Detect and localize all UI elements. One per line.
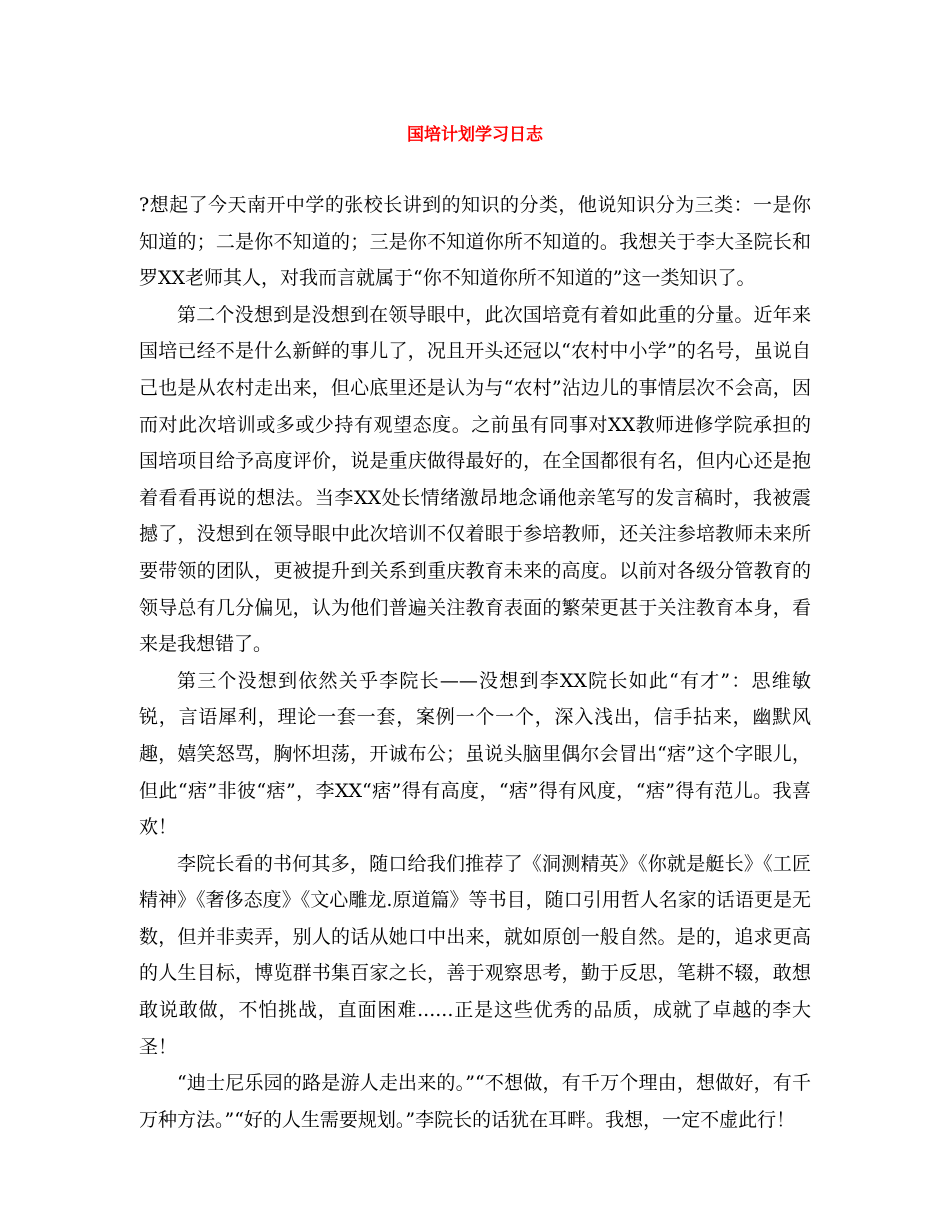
- paragraph-5: “迪士尼乐园的路是游人走出来的。”“不想做，有千万个理由，想做好，有千万种方法。”“好的人生需要规划。”李院长的话犹在耳畔。我想，一定不虚此行！: [139, 1072, 811, 1131]
- paragraph-4: 李院长看的书何其多，随口给我们推荐了《洞测精英》《你就是艇长》《工匠精神》《奢侈态度》《文心雕龙.原道篇》等书目，随口引用哲人名家的话语更是无数，但并非卖弄，别人的话从她口中出来，就如原创一般自然。是的，追求更高的人生目标，博览群书集百家之长，善于观察思考，勤于反思，笔耕不辍，敢想敢说敢做，不怕挑战，直面困难......正是这些优秀的品质，成就了卓越的李大圣！: [139, 852, 811, 1058]
- document-title: 国培计划学习日志: [407, 125, 543, 145]
- paragraph-3: 第三个没想到依然关乎李院长——没想到李XX院长如此“有才”：思维敏锐，言语犀利，理论一套一套，案例一个一个，深入浅出，信手拈来，幽默风趣，嬉笑怒骂，胸怀坦荡，开诚布公；虽说头脑里偶尔会冒出“痞”这个字眼儿，但此“痞”非彼“痞”，李XX“痞”得有高度，“痞”得有风度，“痞”得有范儿。我喜欢！: [139, 669, 811, 839]
- document-body: [139, 187, 811, 1138]
- paragraph-1: ?想起了今天南开中学的张校长讲到的知识的分类，他说知识分为三类：一是你知道的；二是你不知道的；三是你不知道你所不知道的。我想关于李大圣院长和罗XX老师其人，对我而言就属于“你不知道你所不知道的”这一类知识了。: [139, 194, 811, 290]
- paragraph-2: 第二个没想到是没想到在领导眼中，此次国培竟有着如此重的分量。近年来国培已经不是什么新鲜的事儿了，况且开头还冠以“农村中小学”的名号，虽说自己也是从农村走出来，但心底里还是认为与“农村”沾边儿的事情层次不会高，因而对此次培训或多或少持有观望态度。之前虽有同事对XX教师进修学院承担的国培项目给予高度评价，说是重庆做得最好的，在全国都很有名，但内心还是抱着看看再说的想法。当李XX处长情绪激昂地念诵他亲笔写的发言稿时，我被震撼了，没想到在领导眼中此次培训不仅着眼于参培教师，还关注参培教师未来所要带领的团队，更被提升到关系到重庆教育未来的高度。以前对各级分管教育的领导总有几分偏见，认为他们普遍关注教育表面的繁荣更甚于关注教育本身，看来是我想错了。: [139, 303, 811, 656]
